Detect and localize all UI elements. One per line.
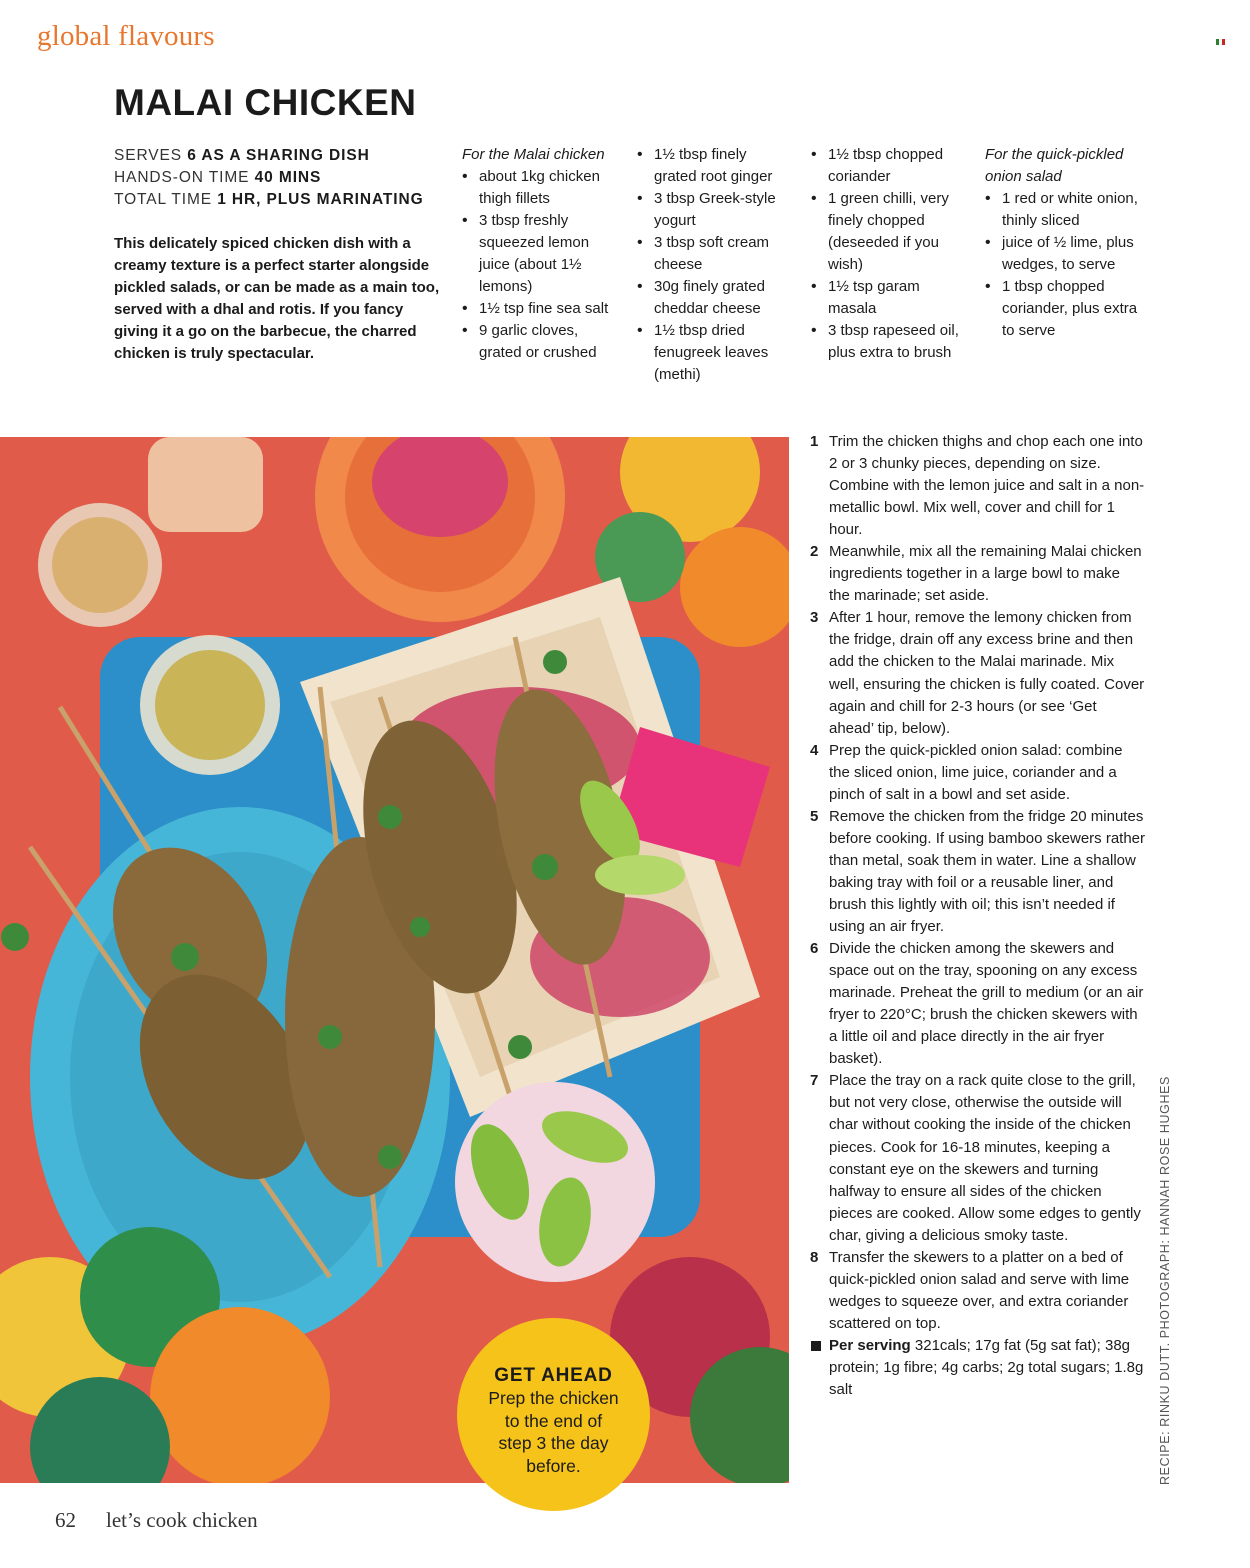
malai-chicken-heading: For the Malai chicken — [462, 146, 605, 163]
total-time-value: 1 HR, PLUS MARINATING — [217, 191, 424, 208]
method-step — [810, 1070, 1145, 1246]
step-text: Place the tray on a rack quite close to the grill, but not very close, otherwise the outside will char without cooking the inside of the chicken pieces. Cook for 16-18 minutes, keeping a constant eye on the skewers and turning halfway to ensure all sides of the chicken pieces are cooked. Allow some edges to gently char, giving a delicious smoky taste. — [829, 1072, 1141, 1244]
hands-on-label: HANDS-ON TIME — [114, 169, 255, 186]
ingredient-item: • 9 garlic cloves, grated or crushed — [462, 320, 622, 364]
square-bullet-icon — [811, 1341, 821, 1351]
onion-salad-heading: For the quick-pickled onion salad — [985, 146, 1124, 185]
ingredient-list — [811, 144, 971, 364]
nutrition-text: 321cals; 17g fat (5g sat fat); 38g protein; 1g fibre; 4g carbs; 2g total sugars; 1.8g salt — [829, 1336, 1144, 1399]
hands-on-value: 40 MINS — [254, 169, 322, 186]
flag-icon — [1216, 32, 1225, 38]
serves-value: 6 AS A SHARING DISH — [187, 147, 370, 164]
ingredient-item: • 1 tbsp chopped coriander, plus extra to serve — [985, 276, 1145, 342]
step-number: 7 — [810, 1072, 819, 1090]
get-ahead-badge — [457, 1318, 650, 1511]
ingredient-item: • 3 tbsp freshly squeezed lemon juice (about 1½ lemons) — [462, 210, 622, 298]
ingredient-item: • 1½ tsp fine sea salt — [462, 298, 622, 320]
page-footer — [55, 1508, 258, 1533]
ingredient-list — [985, 188, 1145, 342]
glass-drink — [52, 517, 148, 613]
method-step — [810, 806, 1145, 938]
flag-stripe-red — [1222, 39, 1225, 45]
glass-drink — [155, 650, 265, 760]
step-text: Remove the chicken from the fridge 20 minutes before cooking. If using bamboo skewers rather than metal, soak them in water. Line a shallow baking tray with foil or a reusable liner, and brush this lightly with oil; this isn’t needed if using an air fryer. — [829, 807, 1146, 936]
ingredient-item: • 1½ tsp garam masala — [811, 276, 971, 320]
recipe-meta — [114, 145, 424, 211]
ingredient-item: • 3 tbsp rapeseed oil, plus extra to brush — [811, 320, 971, 364]
get-ahead-text: Prep the chicken to the end of step 3 the day before. — [488, 1388, 619, 1476]
recipe-intro: This delicately spiced chicken dish with a creamy texture is a perfect starter alongside pickled salads, or can be made as a main too, served with a dhal and rotis. If you fancy giving it a go on the barbecue, the charred chicken is truly spectacular. — [114, 235, 440, 362]
photo-credit: RECIPE: RINKU DUTT. PHOTOGRAPH: HANNAH ROSE HUGHES — [1158, 1076, 1172, 1485]
publication-name: let’s cook chicken — [106, 1508, 258, 1532]
nutrition-label: Per serving — [829, 1336, 911, 1354]
method-step — [810, 1247, 1145, 1335]
section-tag: global flavours — [37, 20, 215, 52]
step-text: Transfer the skewers to a platter on a bed of quick-pickled onion salad and serve with lime wedges to squeeze over, and extra coriander scattered on top. — [829, 1248, 1130, 1332]
method-step — [810, 431, 1145, 541]
method-step — [810, 938, 1145, 1070]
ingredients-column-3 — [811, 144, 971, 364]
flower-orange — [150, 1307, 330, 1483]
ingredient-item: • 30g finely grated cheddar cheese — [637, 276, 792, 320]
total-time-label: TOTAL TIME — [114, 191, 218, 208]
get-ahead-title: GET AHEAD — [494, 1365, 613, 1386]
nutrition-info — [810, 1335, 1145, 1401]
step-text: Meanwhile, mix all the remaining Malai chicken ingredients together in a large bowl to make the marinade; set aside. — [829, 543, 1142, 605]
ingredient-list — [637, 144, 792, 386]
method-step — [810, 541, 1145, 607]
total-time-line — [114, 189, 424, 211]
ingredient-item: • juice of ½ lime, plus wedges, to serve — [985, 232, 1145, 276]
ingredient-item: • 3 tbsp Greek-style yogurt — [637, 188, 792, 232]
page-number: 62 — [55, 1508, 76, 1532]
serves-line — [114, 145, 424, 167]
step-text: After 1 hour, remove the lemony chicken from the fridge, drain off any excess brine and then add the chicken to the Malai marinade. Mix well, ensuring the chicken is fully coated. Cover again and chill for 2-3 hours (or see ‘Get ahead’ tip, below). — [829, 609, 1145, 737]
ingredient-list — [462, 166, 622, 364]
step-number: 5 — [810, 807, 819, 825]
step-text: Divide the chicken among the skewers and space out on the tray, spooning on any excess marinade. Preheat the grill to medium (or an air fryer to 220°C; brush the chicken skewers with a little oil and place directly in the air fryer basket). — [829, 940, 1144, 1068]
ingredient-item: • 1½ tbsp chopped coriander — [811, 144, 971, 188]
ingredients-column-1 — [462, 144, 622, 364]
photo-illustration — [0, 437, 789, 1483]
step-number: 2 — [810, 543, 819, 561]
ingredient-item: • 3 tbsp soft cream cheese — [637, 232, 792, 276]
bottle — [148, 437, 263, 532]
recipe-title: MALAI CHICKEN — [114, 82, 417, 123]
ingredients-column-2 — [637, 144, 792, 386]
step-number: 8 — [810, 1248, 819, 1266]
serves-label: SERVES — [114, 147, 188, 164]
step-text: Prep the quick-pickled onion salad: combine the sliced onion, lime juice, coriander and a pinch of salt in a bowl and set aside. — [829, 741, 1123, 803]
food-photograph — [0, 437, 789, 1483]
ingredient-item: • about 1kg chicken thigh fillets — [462, 166, 622, 210]
step-text: Trim the chicken thighs and chop each one into 2 or 3 chunky pieces, depending on size. Combine with the lemon juice and salt in a non-metallic bowl. Mix well, cover and chill for 1 hour. — [829, 433, 1145, 539]
method-steps — [810, 431, 1145, 1401]
ingredient-item: • 1 green chilli, very finely chopped (deseeded if you wish) — [811, 188, 971, 276]
step-number: 4 — [810, 741, 819, 759]
ingredients-column-4 — [985, 144, 1145, 342]
ingredient-item: • 1½ tbsp dried fenugreek leaves (methi) — [637, 320, 792, 386]
ingredient-item: • 1½ tbsp finely grated root ginger — [637, 144, 792, 188]
method-list — [810, 431, 1145, 1335]
step-number: 1 — [810, 433, 819, 450]
method-step — [810, 740, 1145, 806]
step-number: 6 — [810, 940, 819, 958]
method-step — [810, 607, 1145, 739]
step-number: 3 — [810, 609, 819, 627]
ingredient-item: • 1 red or white onion, thinly sliced — [985, 188, 1145, 232]
hands-on-line — [114, 167, 424, 189]
